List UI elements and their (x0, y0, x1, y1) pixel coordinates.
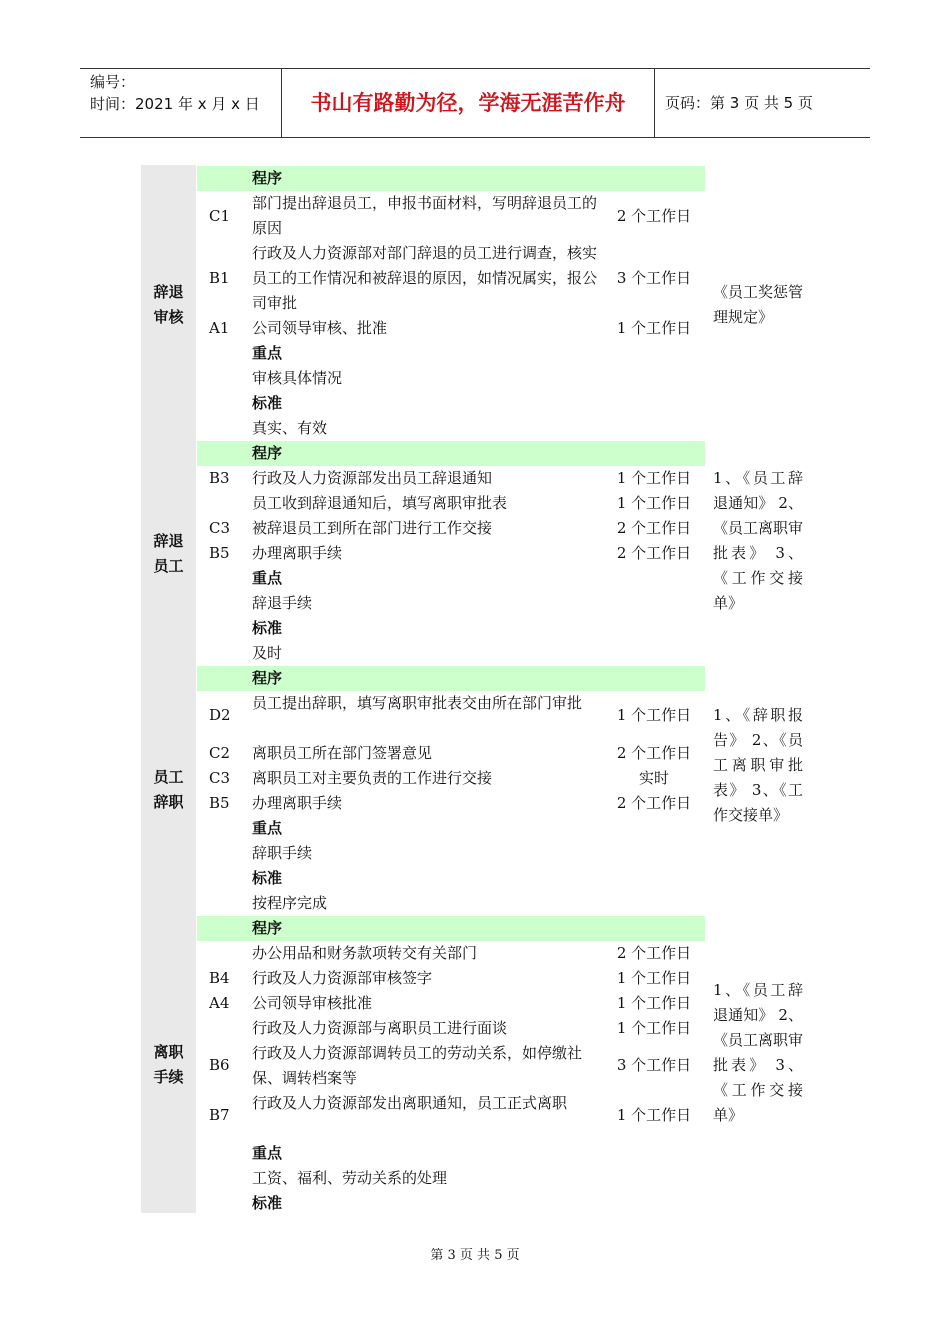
step-code: B5 (209, 544, 230, 562)
step-time: 1 个工作日 (616, 969, 692, 987)
step-time: 3 个工作日 (616, 1056, 692, 1074)
step-time: 1 个工作日 (616, 469, 692, 487)
document-time-label: 时间：2021 年 x 月 x 日 (90, 95, 260, 113)
step-code: B5 (209, 794, 230, 812)
step-code: C3 (209, 519, 231, 537)
step-description: 公司领导审核、批准 (252, 319, 388, 337)
procedure-label: 程序 (252, 919, 283, 937)
header-divider (654, 69, 655, 137)
step-time: 1 个工作日 (616, 706, 692, 724)
key-point-label: 重点 (252, 1144, 283, 1162)
step-time: 实时 (638, 769, 669, 787)
step-code: D2 (209, 706, 231, 724)
standard-text: 及时 (252, 644, 283, 662)
step-code: C3 (209, 769, 231, 787)
step-code: A1 (209, 319, 230, 337)
step-description: 离职员工所在部门签署意见 (252, 744, 433, 762)
section-name-employee-resignation: 员工 辞职 (153, 768, 184, 811)
step-description: 行政及人力资源部对部门辞退的员工进行调查，核实员工的工作情况和被辞退的原因，如情况属实，报公司审批 (252, 244, 598, 312)
standard-text: 按程序完成 (252, 894, 328, 912)
key-point-label: 重点 (252, 344, 283, 362)
procedure-label: 程序 (252, 444, 283, 462)
procedure-label: 程序 (252, 669, 283, 687)
section-name-dismiss-employee: 辞退 员工 (153, 532, 184, 575)
document-number-label: 编号： (90, 73, 136, 91)
step-time: 3 个工作日 (616, 269, 692, 287)
step-description: 行政及人力资源部发出离职通知，员工正式离职 (252, 1094, 568, 1112)
header-motto: 书山有路勤为径，学海无涯苦作舟 (310, 91, 626, 115)
step-code: B3 (209, 469, 230, 487)
step-code: C2 (209, 744, 231, 762)
standard-label: 标准 (252, 869, 283, 887)
step-time: 1 个工作日 (616, 1106, 692, 1124)
step-description: 行政及人力资源部与离职员工进行面谈 (252, 1019, 508, 1037)
step-time: 1 个工作日 (616, 319, 692, 337)
standard-label: 标准 (252, 1194, 283, 1212)
reference-docs: 《员工奖惩管理规定》 (713, 283, 804, 326)
step-time: 2 个工作日 (616, 944, 692, 962)
step-time: 1 个工作日 (616, 1019, 692, 1037)
standard-label: 标准 (252, 619, 283, 637)
key-point-text: 辞退手续 (252, 594, 313, 612)
step-time: 2 个工作日 (616, 794, 692, 812)
step-time: 1 个工作日 (616, 994, 692, 1012)
step-description: 离职员工对主要负责的工作进行交接 (252, 769, 493, 787)
section-name-resignation-procedures: 离职 手续 (153, 1043, 184, 1086)
step-code: C1 (209, 207, 231, 225)
step-time: 2 个工作日 (616, 519, 692, 537)
step-time: 1 个工作日 (616, 494, 692, 512)
step-time: 2 个工作日 (616, 744, 692, 762)
step-description: 被辞退员工到所在部门进行工作交接 (252, 519, 493, 537)
key-point-text: 辞职手续 (252, 844, 313, 862)
key-point-label: 重点 (252, 819, 283, 837)
section-name-dismissal-review: 辞退 审核 (153, 283, 184, 326)
standard-text: 真实、有效 (252, 419, 328, 437)
step-description: 部门提出辞退员工，申报书面材料，写明辞退员工的原因 (252, 194, 598, 237)
step-code: B6 (209, 1056, 230, 1074)
standard-label: 标准 (252, 394, 283, 412)
key-point-text: 审核具体情况 (252, 369, 343, 387)
step-description: 办理离职手续 (252, 544, 343, 562)
step-description: 办公用品和财务款项转交有关部门 (252, 944, 478, 962)
reference-docs: 1、《员工辞退通知》 2、《员工离职审批表》 3、《工作交接单》 (713, 981, 804, 1124)
step-code: B1 (209, 269, 230, 287)
page-footer: 第 3 页 共 5 页 (430, 1248, 520, 1263)
reference-docs: 1、《员工辞退通知》 2、《员工离职审批表》 3、《工作交接单》 (713, 469, 804, 612)
step-description: 行政及人力资源部审核签字 (252, 969, 433, 987)
key-point-label: 重点 (252, 569, 283, 587)
step-description: 行政及人力资源部发出员工辞退通知 (252, 469, 493, 487)
step-description: 办理离职手续 (252, 794, 343, 812)
procedure-label: 程序 (252, 169, 283, 187)
page-header (80, 68, 870, 138)
step-description: 行政及人力资源部调转员工的劳动关系，如停缴社保、调转档案等 (252, 1044, 583, 1087)
step-code: B7 (209, 1106, 230, 1124)
reference-docs: 1、《辞职报告》 2、《员工离职审批表》 3、《工作交接单》 (713, 706, 803, 824)
header-page-number: 页码：第 3 页 共 5 页 (665, 94, 813, 112)
step-description: 公司领导审核批准 (252, 994, 373, 1012)
step-code: A4 (209, 994, 230, 1012)
step-description: 员工收到辞退通知后，填写离职审批表 (252, 494, 508, 512)
header-meta (90, 71, 260, 115)
step-time: 2 个工作日 (616, 207, 692, 225)
step-description: 员工提出辞职，填写离职审批表交由所在部门审批 (252, 694, 583, 712)
step-code: B4 (209, 969, 230, 987)
key-point-text: 工资、福利、劳动关系的处理 (252, 1169, 448, 1187)
step-time: 2 个工作日 (616, 544, 692, 562)
